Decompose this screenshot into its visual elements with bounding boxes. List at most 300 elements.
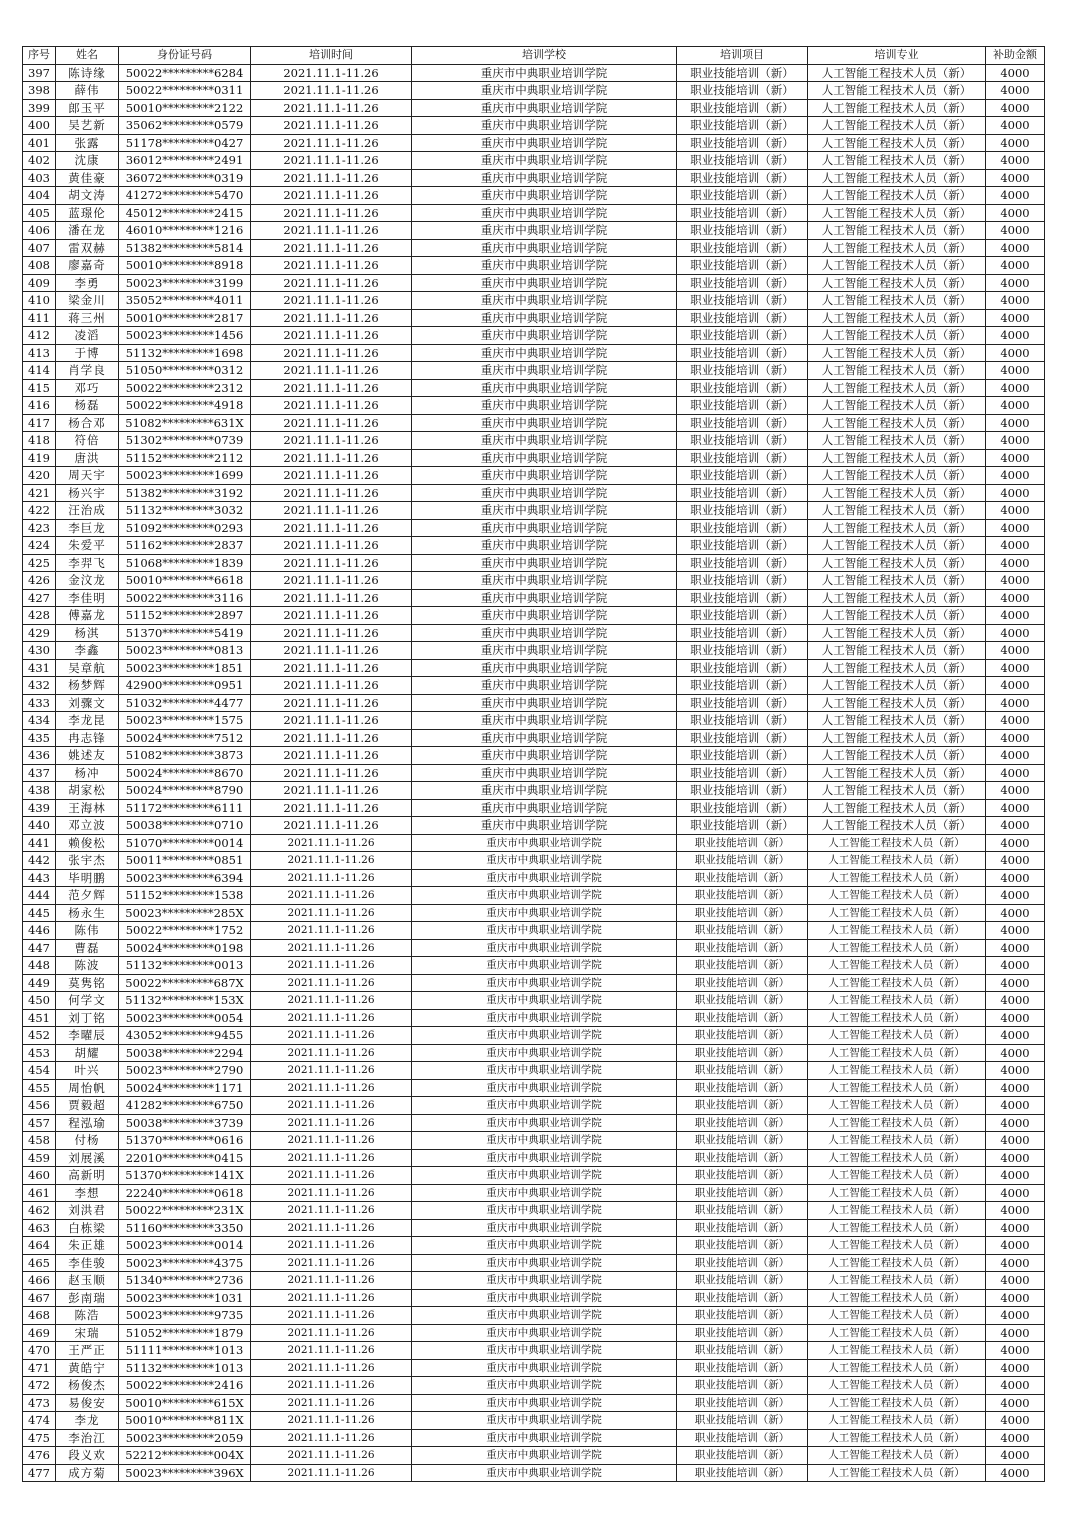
id-number-cell: 51160*********3350 xyxy=(119,1219,251,1237)
table-row xyxy=(23,1289,1045,1307)
training-time-cell: 2021.11.1-11.26 xyxy=(251,1237,412,1255)
table-row xyxy=(23,519,1045,537)
training-project-cell: 职业技能培训（新） xyxy=(677,1359,808,1377)
table-row xyxy=(23,712,1045,730)
training-time-cell: 2021.11.1-11.26 xyxy=(251,414,412,432)
training-project-cell: 职业技能培训（新） xyxy=(677,1132,808,1150)
training-school-cell: 重庆市中典职业培训学院 xyxy=(412,642,677,660)
subsidy-amount-cell: 4000 xyxy=(986,99,1045,117)
id-number-cell: 51382*********5814 xyxy=(119,239,251,257)
name-cell: 王海林 xyxy=(56,799,119,817)
serial-cell: 473 xyxy=(23,1394,56,1412)
training-project-cell: 职业技能培训（新） xyxy=(677,554,808,572)
subsidy-amount-cell: 4000 xyxy=(986,764,1045,782)
serial-cell: 446 xyxy=(23,922,56,940)
name-cell: 刘骤文 xyxy=(56,694,119,712)
name-cell: 莫隽铭 xyxy=(56,974,119,992)
serial-cell: 444 xyxy=(23,887,56,905)
serial-cell: 411 xyxy=(23,309,56,327)
id-number-cell: 51132*********1698 xyxy=(119,344,251,362)
subsidy-amount-cell: 4000 xyxy=(986,152,1045,170)
training-time-cell: 2021.11.1-11.26 xyxy=(251,537,412,555)
training-school-cell: 重庆市中典职业培训学院 xyxy=(412,467,677,485)
training-time-cell: 2021.11.1-11.26 xyxy=(251,589,412,607)
training-school-cell: 重庆市中典职业培训学院 xyxy=(412,764,677,782)
name-cell: 朱爱平 xyxy=(56,537,119,555)
serial-cell: 469 xyxy=(23,1324,56,1342)
training-school-cell: 重庆市中典职业培训学院 xyxy=(412,747,677,765)
serial-cell: 451 xyxy=(23,1009,56,1027)
training-project-cell: 职业技能培训（新） xyxy=(677,187,808,205)
serial-cell: 477 xyxy=(23,1464,56,1482)
training-major-cell: 人工智能工程技术人员（新） xyxy=(808,922,986,940)
serial-cell: 435 xyxy=(23,729,56,747)
name-cell: 张宇杰 xyxy=(56,852,119,870)
training-school-cell: 重庆市中典职业培训学院 xyxy=(412,624,677,642)
name-cell: 贾毅超 xyxy=(56,1097,119,1115)
training-time-cell: 2021.11.1-11.26 xyxy=(251,957,412,975)
training-major-cell: 人工智能工程技术人员（新） xyxy=(808,1114,986,1132)
training-time-cell: 2021.11.1-11.26 xyxy=(251,1114,412,1132)
training-school-cell: 重庆市中典职业培训学院 xyxy=(412,782,677,800)
training-project-cell: 职业技能培训（新） xyxy=(677,659,808,677)
table-row xyxy=(23,904,1045,922)
training-time-cell: 2021.11.1-11.26 xyxy=(251,1412,412,1430)
table-row xyxy=(23,537,1045,555)
training-time-cell: 2021.11.1-11.26 xyxy=(251,1202,412,1220)
table-row xyxy=(23,1027,1045,1045)
training-major-cell: 人工智能工程技术人员（新） xyxy=(808,187,986,205)
id-number-cell: 50024*********8790 xyxy=(119,782,251,800)
training-project-cell: 职业技能培训（新） xyxy=(677,484,808,502)
training-school-cell: 重庆市中典职业培训学院 xyxy=(412,82,677,100)
serial-cell: 474 xyxy=(23,1412,56,1430)
training-time-cell: 2021.11.1-11.26 xyxy=(251,344,412,362)
training-project-cell: 职业技能培训（新） xyxy=(677,1114,808,1132)
training-major-cell: 人工智能工程技术人员（新） xyxy=(808,292,986,310)
training-project-cell: 职业技能培训（新） xyxy=(677,414,808,432)
id-number-cell: 50010*********2817 xyxy=(119,309,251,327)
id-number-cell: 51032*********4477 xyxy=(119,694,251,712)
subsidy-amount-cell: 4000 xyxy=(986,1464,1045,1482)
serial-cell: 408 xyxy=(23,257,56,275)
training-major-cell: 人工智能工程技术人员（新） xyxy=(808,467,986,485)
serial-cell: 443 xyxy=(23,869,56,887)
training-school-cell: 重庆市中典职业培训学院 xyxy=(412,309,677,327)
serial-cell: 424 xyxy=(23,537,56,555)
training-project-cell: 职业技能培训（新） xyxy=(677,1044,808,1062)
id-number-cell: 51111*********1013 xyxy=(119,1342,251,1360)
serial-cell: 441 xyxy=(23,834,56,852)
serial-cell: 404 xyxy=(23,187,56,205)
training-school-cell: 重庆市中典职业培训学院 xyxy=(412,1359,677,1377)
training-school-cell: 重庆市中典职业培训学院 xyxy=(412,344,677,362)
table-row xyxy=(23,1412,1045,1430)
serial-cell: 459 xyxy=(23,1149,56,1167)
id-number-cell: 50023*********1699 xyxy=(119,467,251,485)
training-time-cell: 2021.11.1-11.26 xyxy=(251,432,412,450)
training-project-cell: 职业技能培训（新） xyxy=(677,292,808,310)
serial-cell: 409 xyxy=(23,274,56,292)
training-major-cell: 人工智能工程技术人员（新） xyxy=(808,957,986,975)
name-cell: 毕明鹏 xyxy=(56,869,119,887)
training-school-cell: 重庆市中典职业培训学院 xyxy=(412,922,677,940)
subsidy-amount-cell: 4000 xyxy=(986,1377,1045,1395)
subsidy-amount-cell: 4000 xyxy=(986,414,1045,432)
serial-cell: 399 xyxy=(23,99,56,117)
serial-cell: 433 xyxy=(23,694,56,712)
training-school-cell: 重庆市中典职业培训学院 xyxy=(412,834,677,852)
training-school-cell: 重庆市中典职业培训学院 xyxy=(412,887,677,905)
name-cell: 黄佳豪 xyxy=(56,169,119,187)
training-project-cell: 职业技能培训（新） xyxy=(677,1289,808,1307)
serial-cell: 456 xyxy=(23,1097,56,1115)
id-number-cell: 35052*********4011 xyxy=(119,292,251,310)
table-row xyxy=(23,484,1045,502)
training-project-cell: 职业技能培训（新） xyxy=(677,1342,808,1360)
id-number-cell: 51370*********141X xyxy=(119,1167,251,1185)
training-project-cell: 职业技能培训（新） xyxy=(677,869,808,887)
training-time-cell: 2021.11.1-11.26 xyxy=(251,309,412,327)
name-cell: 薛伟 xyxy=(56,82,119,100)
training-time-cell: 2021.11.1-11.26 xyxy=(251,1324,412,1342)
subsidy-amount-cell: 4000 xyxy=(986,1149,1045,1167)
table-row xyxy=(23,1114,1045,1132)
subsidy-amount-cell: 4000 xyxy=(986,887,1045,905)
training-school-cell: 重庆市中典职业培训学院 xyxy=(412,449,677,467)
subsidy-amount-cell: 4000 xyxy=(986,134,1045,152)
header-training-major: 培训专业 xyxy=(808,47,986,65)
table-row xyxy=(23,694,1045,712)
table-row xyxy=(23,1429,1045,1447)
header-training-time: 培训时间 xyxy=(251,47,412,65)
training-school-cell: 重庆市中典职业培训学院 xyxy=(412,974,677,992)
subsidy-amount-cell: 4000 xyxy=(986,1342,1045,1360)
serial-cell: 438 xyxy=(23,782,56,800)
header-subsidy-amount: 补助金额 xyxy=(986,47,1045,65)
table-row xyxy=(23,134,1045,152)
training-time-cell: 2021.11.1-11.26 xyxy=(251,1219,412,1237)
table-row xyxy=(23,1307,1045,1325)
table-row xyxy=(23,397,1045,415)
subsidy-amount-cell: 4000 xyxy=(986,1202,1045,1220)
name-cell: 黄皓宁 xyxy=(56,1359,119,1377)
name-cell: 易俊安 xyxy=(56,1394,119,1412)
training-time-cell: 2021.11.1-11.26 xyxy=(251,397,412,415)
table-row xyxy=(23,1184,1045,1202)
training-major-cell: 人工智能工程技术人员（新） xyxy=(808,764,986,782)
training-project-cell: 职业技能培训（新） xyxy=(677,1307,808,1325)
table-row xyxy=(23,764,1045,782)
training-project-cell: 职业技能培训（新） xyxy=(677,607,808,625)
training-major-cell: 人工智能工程技术人员（新） xyxy=(808,607,986,625)
id-number-cell: 50023*********2790 xyxy=(119,1062,251,1080)
training-project-cell: 职业技能培训（新） xyxy=(677,1394,808,1412)
subsidy-amount-cell: 4000 xyxy=(986,327,1045,345)
training-school-cell: 重庆市中典职业培训学院 xyxy=(412,729,677,747)
table-row xyxy=(23,1237,1045,1255)
training-time-cell: 2021.11.1-11.26 xyxy=(251,607,412,625)
training-project-cell: 职业技能培训（新） xyxy=(677,397,808,415)
name-cell: 胡耀 xyxy=(56,1044,119,1062)
training-time-cell: 2021.11.1-11.26 xyxy=(251,659,412,677)
serial-cell: 406 xyxy=(23,222,56,240)
training-time-cell: 2021.11.1-11.26 xyxy=(251,134,412,152)
training-major-cell: 人工智能工程技术人员（新） xyxy=(808,1202,986,1220)
id-number-cell: 42900*********0951 xyxy=(119,677,251,695)
serial-cell: 472 xyxy=(23,1377,56,1395)
id-number-cell: 50022*********2312 xyxy=(119,379,251,397)
training-major-cell: 人工智能工程技术人员（新） xyxy=(808,1027,986,1045)
training-school-cell: 重庆市中典职业培训学院 xyxy=(412,1167,677,1185)
training-project-cell: 职业技能培训（新） xyxy=(677,152,808,170)
name-cell: 杨永生 xyxy=(56,904,119,922)
training-project-cell: 职业技能培训（新） xyxy=(677,1149,808,1167)
serial-cell: 413 xyxy=(23,344,56,362)
training-major-cell: 人工智能工程技术人员（新） xyxy=(808,449,986,467)
training-major-cell: 人工智能工程技术人员（新） xyxy=(808,274,986,292)
training-major-cell: 人工智能工程技术人员（新） xyxy=(808,257,986,275)
table-row xyxy=(23,607,1045,625)
table-row xyxy=(23,344,1045,362)
id-number-cell: 51050*********0312 xyxy=(119,362,251,380)
name-cell: 高新明 xyxy=(56,1167,119,1185)
training-major-cell: 人工智能工程技术人员（新） xyxy=(808,1237,986,1255)
table-row xyxy=(23,799,1045,817)
serial-cell: 467 xyxy=(23,1289,56,1307)
training-project-cell: 职业技能培训（新） xyxy=(677,642,808,660)
training-major-cell: 人工智能工程技术人员（新） xyxy=(808,519,986,537)
serial-cell: 463 xyxy=(23,1219,56,1237)
training-time-cell: 2021.11.1-11.26 xyxy=(251,1359,412,1377)
training-project-cell: 职业技能培训（新） xyxy=(677,309,808,327)
subsidy-amount-cell: 4000 xyxy=(986,1394,1045,1412)
training-school-cell: 重庆市中典职业培训学院 xyxy=(412,292,677,310)
training-school-cell: 重庆市中典职业培训学院 xyxy=(412,502,677,520)
serial-cell: 420 xyxy=(23,467,56,485)
training-time-cell: 2021.11.1-11.26 xyxy=(251,729,412,747)
table-row xyxy=(23,852,1045,870)
serial-cell: 419 xyxy=(23,449,56,467)
training-project-cell: 职业技能培训（新） xyxy=(677,327,808,345)
training-major-cell: 人工智能工程技术人员（新） xyxy=(808,1394,986,1412)
table-row xyxy=(23,572,1045,590)
table-row xyxy=(23,64,1045,82)
table-row xyxy=(23,204,1045,222)
training-major-cell: 人工智能工程技术人员（新） xyxy=(808,694,986,712)
subsidy-amount-cell: 4000 xyxy=(986,1324,1045,1342)
training-time-cell: 2021.11.1-11.26 xyxy=(251,519,412,537)
training-project-cell: 职业技能培训（新） xyxy=(677,1412,808,1430)
training-major-cell: 人工智能工程技术人员（新） xyxy=(808,1167,986,1185)
training-school-cell: 重庆市中典职业培训学院 xyxy=(412,1307,677,1325)
training-time-cell: 2021.11.1-11.26 xyxy=(251,834,412,852)
subsidy-amount-cell: 4000 xyxy=(986,1167,1045,1185)
subsidy-amount-cell: 4000 xyxy=(986,1114,1045,1132)
training-school-cell: 重庆市中典职业培训学院 xyxy=(412,1429,677,1447)
training-school-cell: 重庆市中典职业培训学院 xyxy=(412,677,677,695)
training-time-cell: 2021.11.1-11.26 xyxy=(251,99,412,117)
subsidy-amount-cell: 4000 xyxy=(986,1079,1045,1097)
subsidy-amount-cell: 4000 xyxy=(986,817,1045,835)
subsidy-amount-cell: 4000 xyxy=(986,362,1045,380)
id-number-cell: 51172*********6111 xyxy=(119,799,251,817)
training-major-cell: 人工智能工程技术人员（新） xyxy=(808,1009,986,1027)
training-project-cell: 职业技能培训（新） xyxy=(677,432,808,450)
training-time-cell: 2021.11.1-11.26 xyxy=(251,484,412,502)
table-row xyxy=(23,677,1045,695)
subsidy-amount-cell: 4000 xyxy=(986,904,1045,922)
table-row xyxy=(23,414,1045,432)
id-number-cell: 50023*********9735 xyxy=(119,1307,251,1325)
training-project-cell: 职业技能培训（新） xyxy=(677,502,808,520)
name-cell: 梁金川 xyxy=(56,292,119,310)
subsidy-amount-cell: 4000 xyxy=(986,1272,1045,1290)
training-time-cell: 2021.11.1-11.26 xyxy=(251,1254,412,1272)
serial-cell: 448 xyxy=(23,957,56,975)
table-row xyxy=(23,992,1045,1010)
training-time-cell: 2021.11.1-11.26 xyxy=(251,1394,412,1412)
id-number-cell: 51302*********0739 xyxy=(119,432,251,450)
name-cell: 李巨龙 xyxy=(56,519,119,537)
id-number-cell: 51070*********0014 xyxy=(119,834,251,852)
training-major-cell: 人工智能工程技术人员（新） xyxy=(808,502,986,520)
training-school-cell: 重庆市中典职业培训学院 xyxy=(412,537,677,555)
training-school-cell: 重庆市中典职业培训学院 xyxy=(412,134,677,152)
training-time-cell: 2021.11.1-11.26 xyxy=(251,554,412,572)
training-major-cell: 人工智能工程技术人员（新） xyxy=(808,659,986,677)
training-time-cell: 2021.11.1-11.26 xyxy=(251,1289,412,1307)
name-cell: 刘洪君 xyxy=(56,1202,119,1220)
name-cell: 范夕辉 xyxy=(56,887,119,905)
id-number-cell: 51132*********3032 xyxy=(119,502,251,520)
training-time-cell: 2021.11.1-11.26 xyxy=(251,799,412,817)
training-school-cell: 重庆市中典职业培训学院 xyxy=(412,379,677,397)
training-project-cell: 职业技能培训（新） xyxy=(677,239,808,257)
subsidy-amount-cell: 4000 xyxy=(986,239,1045,257)
serial-cell: 453 xyxy=(23,1044,56,1062)
training-major-cell: 人工智能工程技术人员（新） xyxy=(808,1272,986,1290)
training-school-cell: 重庆市中典职业培训学院 xyxy=(412,1027,677,1045)
table-row xyxy=(23,1219,1045,1237)
subsidy-amount-cell: 4000 xyxy=(986,677,1045,695)
subsidy-amount-cell: 4000 xyxy=(986,379,1045,397)
training-time-cell: 2021.11.1-11.26 xyxy=(251,1167,412,1185)
training-project-cell: 职业技能培训（新） xyxy=(677,712,808,730)
subsidy-amount-cell: 4000 xyxy=(986,449,1045,467)
id-number-cell: 35062*********0579 xyxy=(119,117,251,135)
table-row xyxy=(23,117,1045,135)
training-project-cell: 职业技能培训（新） xyxy=(677,834,808,852)
table-row xyxy=(23,834,1045,852)
table-row xyxy=(23,467,1045,485)
table-row xyxy=(23,1464,1045,1482)
training-project-cell: 职业技能培训（新） xyxy=(677,274,808,292)
training-major-cell: 人工智能工程技术人员（新） xyxy=(808,134,986,152)
table-row xyxy=(23,782,1045,800)
training-project-cell: 职业技能培训（新） xyxy=(677,257,808,275)
subsidy-amount-cell: 4000 xyxy=(986,922,1045,940)
subsidy-amount-cell: 4000 xyxy=(986,502,1045,520)
training-major-cell: 人工智能工程技术人员（新） xyxy=(808,554,986,572)
id-number-cell: 50024*********0198 xyxy=(119,939,251,957)
training-time-cell: 2021.11.1-11.26 xyxy=(251,677,412,695)
name-cell: 杨磊 xyxy=(56,397,119,415)
name-cell: 于博 xyxy=(56,344,119,362)
training-time-cell: 2021.11.1-11.26 xyxy=(251,764,412,782)
training-time-cell: 2021.11.1-11.26 xyxy=(251,169,412,187)
table-row xyxy=(23,379,1045,397)
training-time-cell: 2021.11.1-11.26 xyxy=(251,222,412,240)
subsidy-amount-cell: 4000 xyxy=(986,222,1045,240)
name-cell: 吴章航 xyxy=(56,659,119,677)
id-number-cell: 50010*********811X xyxy=(119,1412,251,1430)
training-time-cell: 2021.11.1-11.26 xyxy=(251,327,412,345)
table-row xyxy=(23,1062,1045,1080)
training-time-cell: 2021.11.1-11.26 xyxy=(251,782,412,800)
training-time-cell: 2021.11.1-11.26 xyxy=(251,642,412,660)
id-number-cell: 50038*********2294 xyxy=(119,1044,251,1062)
training-school-cell: 重庆市中典职业培训学院 xyxy=(412,257,677,275)
id-number-cell: 50023*********1851 xyxy=(119,659,251,677)
table-row xyxy=(23,659,1045,677)
training-time-cell: 2021.11.1-11.26 xyxy=(251,1027,412,1045)
training-school-cell: 重庆市中典职业培训学院 xyxy=(412,519,677,537)
name-cell: 汪治成 xyxy=(56,502,119,520)
training-time-cell: 2021.11.1-11.26 xyxy=(251,1447,412,1465)
id-number-cell: 50022*********3116 xyxy=(119,589,251,607)
table-row xyxy=(23,82,1045,100)
serial-cell: 445 xyxy=(23,904,56,922)
name-cell: 彭南瑞 xyxy=(56,1289,119,1307)
training-school-cell: 重庆市中典职业培训学院 xyxy=(412,799,677,817)
table-row xyxy=(23,1447,1045,1465)
training-project-cell: 职业技能培训（新） xyxy=(677,1167,808,1185)
training-school-cell: 重庆市中典职业培训学院 xyxy=(412,1464,677,1482)
training-major-cell: 人工智能工程技术人员（新） xyxy=(808,1132,986,1150)
training-school-cell: 重庆市中典职业培训学院 xyxy=(412,1412,677,1430)
serial-cell: 449 xyxy=(23,974,56,992)
serial-cell: 468 xyxy=(23,1307,56,1325)
id-number-cell: 50023*********396X xyxy=(119,1464,251,1482)
training-project-cell: 职业技能培训（新） xyxy=(677,99,808,117)
name-cell: 杨淇 xyxy=(56,624,119,642)
subsidy-amount-cell: 4000 xyxy=(986,869,1045,887)
name-cell: 赵玉顺 xyxy=(56,1272,119,1290)
table-row xyxy=(23,1044,1045,1062)
training-major-cell: 人工智能工程技术人员（新） xyxy=(808,99,986,117)
training-major-cell: 人工智能工程技术人员（新） xyxy=(808,344,986,362)
table-row xyxy=(23,257,1045,275)
subsidy-amount-cell: 4000 xyxy=(986,64,1045,82)
serial-cell: 418 xyxy=(23,432,56,450)
training-major-cell: 人工智能工程技术人员（新） xyxy=(808,327,986,345)
training-major-cell: 人工智能工程技术人员（新） xyxy=(808,817,986,835)
name-cell: 杨俊杰 xyxy=(56,1377,119,1395)
subsidy-amount-cell: 4000 xyxy=(986,257,1045,275)
name-cell: 李龙 xyxy=(56,1412,119,1430)
name-cell: 杨冲 xyxy=(56,764,119,782)
training-major-cell: 人工智能工程技术人员（新） xyxy=(808,712,986,730)
training-time-cell: 2021.11.1-11.26 xyxy=(251,64,412,82)
table-row xyxy=(23,939,1045,957)
subsidy-amount-cell: 4000 xyxy=(986,834,1045,852)
training-major-cell: 人工智能工程技术人员（新） xyxy=(808,992,986,1010)
subsidy-amount-cell: 4000 xyxy=(986,82,1045,100)
name-cell: 李鑫 xyxy=(56,642,119,660)
id-number-cell: 22010*********0415 xyxy=(119,1149,251,1167)
serial-cell: 425 xyxy=(23,554,56,572)
